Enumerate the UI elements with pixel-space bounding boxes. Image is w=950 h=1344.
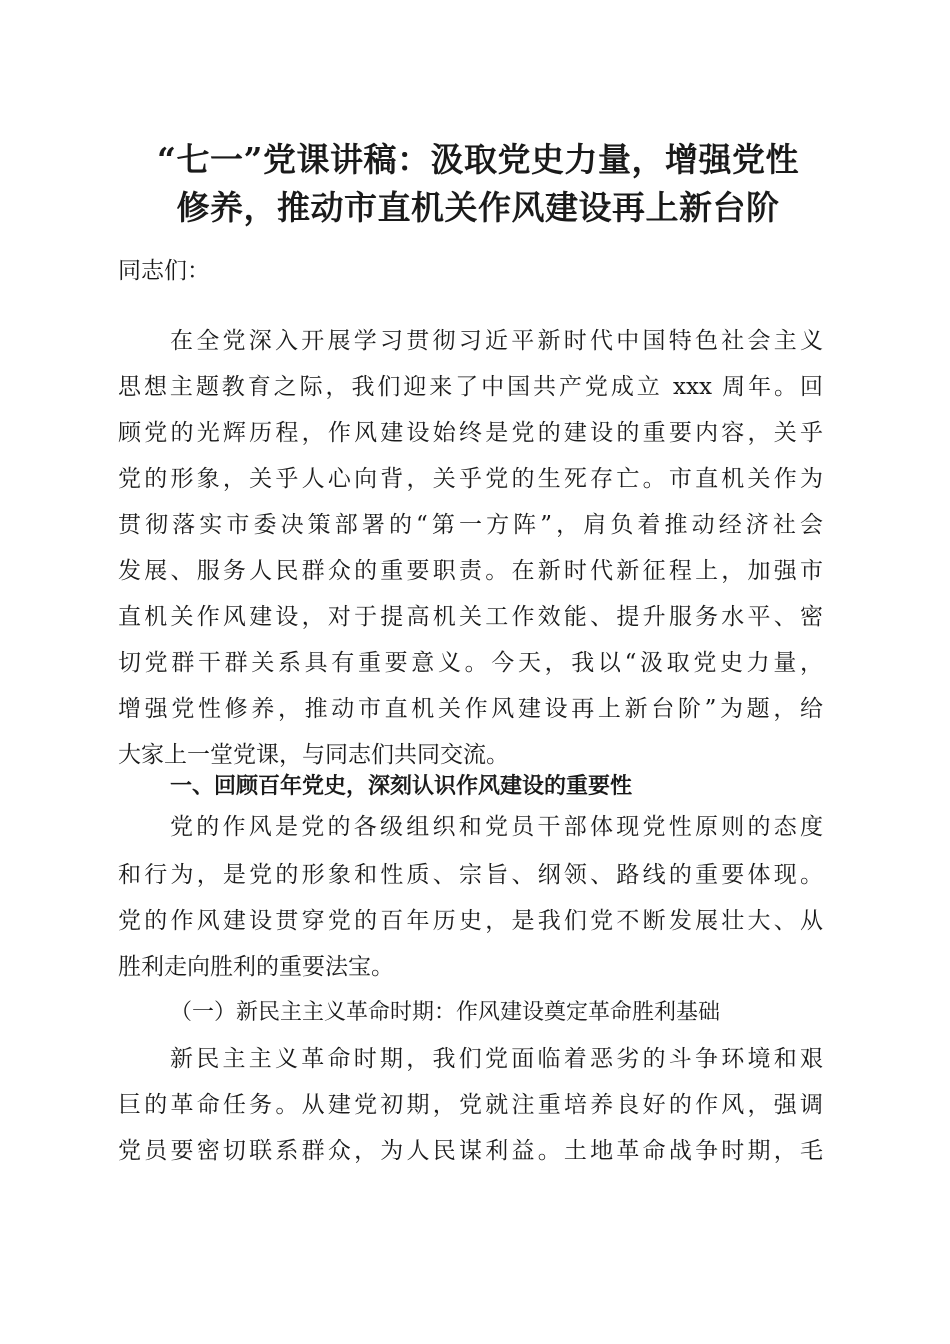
paragraph-line: 党员要密切联系群众，为人民谋利益。土地革命战争时期，毛 <box>118 1138 823 1164</box>
paragraph-line: 顾党的光辉历程，作风建设始终是党的建设的重要内容，关乎 <box>118 420 823 446</box>
paragraph-line: 在全党深入开展学习贯彻习近平新时代中国特色社会主义 <box>170 328 823 354</box>
paragraph-line: 胜利走向胜利的重要法宝。 <box>118 954 394 980</box>
paragraph-line: 直机关作风建设，对于提高机关工作效能、提升服务水平、密 <box>118 604 823 630</box>
salutation: 同志们： <box>118 258 210 284</box>
document-title-line-1: “七一”党课讲稿：汲取党史力量，增强党性 <box>157 140 799 179</box>
paragraph-line: 切党群干群关系具有重要意义。今天，我以“汲取党史力量， <box>118 650 823 676</box>
paragraph-line: 大家上一堂党课，与同志们共同交流。 <box>118 742 509 768</box>
paragraph-line: 贯彻落实市委决策部署的“第一方阵”，肩负着推动经济社会 <box>118 512 823 538</box>
paragraph-line: 党的作风是党的各级组织和党员干部体现党性原则的态度 <box>170 814 823 840</box>
paragraph-line: 发展、服务人民群众的重要职责。在新时代新征程上，加强市 <box>118 558 823 584</box>
document-title-line-2: 修养，推动市直机关作风建设再上新台阶 <box>176 188 780 227</box>
paragraph-line: 巨的革命任务。从建党初期，党就注重培养良好的作风，强调 <box>118 1092 823 1118</box>
subsection-heading: （一）新民主主义革命时期：作风建设奠定革命胜利基础 <box>170 1000 721 1025</box>
section-heading: 一、回顾百年党史，深刻认识作风建设的重要性 <box>170 774 633 799</box>
paragraph-line: 党的形象，关乎人心向背，关乎党的生死存亡。市直机关作为 <box>118 466 823 492</box>
paragraph-line: 思想主题教育之际，我们迎来了中国共产党成立 xxx 周年。回 <box>118 374 823 400</box>
paragraph-line: 党的作风建设贯穿党的百年历史，是我们党不断发展壮大、从 <box>118 908 823 934</box>
paragraph-line: 和行为，是党的形象和性质、宗旨、纲领、路线的重要体现。 <box>118 862 823 888</box>
paragraph-line: 新民主主义革命时期，我们党面临着恶劣的斗争环境和艰 <box>170 1046 823 1072</box>
paragraph-line: 增强党性修养，推动市直机关作风建设再上新台阶”为题，给 <box>118 696 823 722</box>
